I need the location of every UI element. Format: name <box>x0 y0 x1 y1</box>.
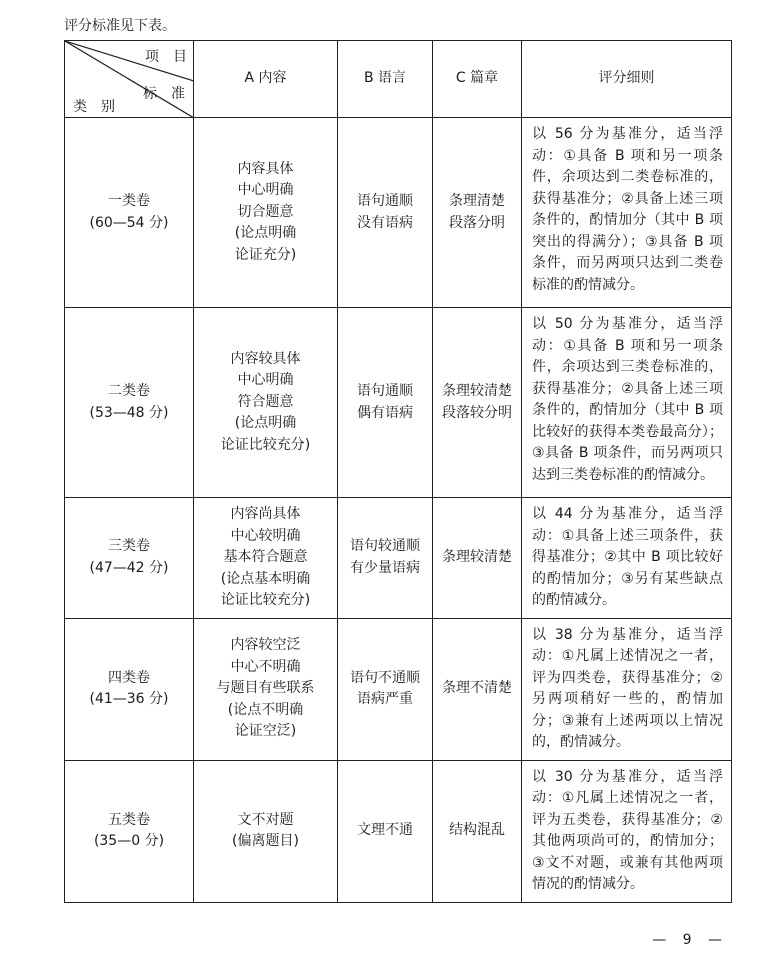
table-row <box>65 118 732 308</box>
intro-text: 评分标准见下表。 <box>64 18 176 34</box>
content-cell-line: (论点明确 <box>234 415 297 432</box>
content-cell <box>194 308 338 498</box>
content-cell-line: 文不对题 <box>237 811 294 828</box>
content-cell-line: (论点不明确 <box>227 701 304 718</box>
category-cell-line: 五类卷 <box>108 811 150 828</box>
language-cell-line: 有少量语病 <box>350 559 420 576</box>
category-cell <box>65 498 194 619</box>
structure-cell <box>433 498 522 619</box>
content-cell-line: 中心明确 <box>237 182 294 199</box>
content-cell <box>194 118 338 308</box>
diag-label-category: 类 别 <box>73 99 115 115</box>
category-cell-line: 一类卷 <box>108 193 150 209</box>
content-cell-line: 论证比较充分) <box>220 592 311 608</box>
diag-label-project: 项 目 <box>145 49 187 65</box>
category-cell-line: (35—0 分) <box>93 833 165 849</box>
content-cell-line: 内容具体 <box>237 160 294 177</box>
content-cell-line: 论证充分) <box>234 246 297 263</box>
category-cell-line: (53—48 分) <box>89 404 169 421</box>
content-cell-line: (论点基本明确 <box>220 570 311 587</box>
content-cell-line: 论证空泛) <box>234 723 297 740</box>
language-cell <box>338 118 433 308</box>
category-cell-line: 四类卷 <box>108 669 150 686</box>
content-cell-line: 内容尚具体 <box>230 506 301 522</box>
content-cell-line: (偏离题目) <box>232 833 299 849</box>
content-cell-line: 内容较具体 <box>230 350 301 367</box>
content-cell-line: 基本符合题意 <box>223 549 308 565</box>
category-cell <box>65 308 194 498</box>
language-cell-line: 语句较通顺 <box>350 538 420 555</box>
structure-cell <box>433 618 522 760</box>
structure-cell <box>433 760 522 902</box>
structure-cell-line: 结构混乱 <box>449 822 505 839</box>
language-cell-line: 没有语病 <box>357 214 413 231</box>
diag-label-standard: 标 准 <box>143 86 185 102</box>
category-cell-line: (41—36 分) <box>89 691 169 707</box>
structure-cell <box>433 118 522 308</box>
content-cell <box>194 760 338 902</box>
col-header-a: A 内容 <box>194 41 338 118</box>
table-row <box>65 308 732 498</box>
content-cell-line: 切合题意 <box>237 203 294 220</box>
content-cell-line: 中心明确 <box>237 372 294 389</box>
table-row <box>65 498 732 619</box>
detail-cell: 以 56 分为基准分，适当浮动：①具备 B 项和另一项条件，余项达到二类卷标准的，获得基准分；②具备上述三项条件的，酌情加分（其中 B 项突出的得满分）；③具备 B 项条件，而另两项只达到二类卷标准的酌情减分。 <box>522 118 732 308</box>
detail-cell: 以 38 分为基准分，适当浮动：①凡属上述情况之一者，评为四类卷，获得基准分；②另两项稍好一些的，酌情加分；③兼有上述两项以上情况的，酌情减分。 <box>522 618 732 760</box>
content-cell-line: (论点明确 <box>234 225 297 242</box>
col-header-c: C 篇章 <box>433 41 522 118</box>
content-cell <box>194 618 338 760</box>
language-cell-line: 偶有语病 <box>357 404 413 421</box>
detail-cell: 以 50 分为基准分，适当浮动：①具备 B 项和另一项条件，余项达到三类卷标准的，获得基准分；②具备上述三项条件的，酌情加分（其中 B 项比较好的获得本类卷最高分）；③具备 B 项条件，而另两项只达到三类卷标准的酌情减分。 <box>522 308 732 498</box>
language-cell-line: 语病严重 <box>357 691 413 707</box>
structure-cell-line: 段落分明 <box>449 214 505 231</box>
structure-cell <box>433 308 522 498</box>
category-cell-line: 三类卷 <box>108 538 150 555</box>
category-cell-line: (60—54 分) <box>89 214 169 231</box>
language-cell <box>338 498 433 619</box>
language-cell-line: 语句通顺 <box>357 383 413 399</box>
language-cell <box>338 308 433 498</box>
content-cell-line: 中心较明确 <box>230 527 301 544</box>
category-cell-line: 二类卷 <box>108 383 150 399</box>
content-cell-line: 与题目有些联系 <box>216 680 315 697</box>
category-cell <box>65 118 194 308</box>
content-cell-line: 论证比较充分) <box>220 436 311 453</box>
category-cell <box>65 760 194 902</box>
language-cell-line: 语句通顺 <box>357 193 413 209</box>
page-number: — 9 — <box>652 932 728 948</box>
language-cell-line: 文理不通 <box>357 822 413 839</box>
table-header-row <box>65 41 732 118</box>
diagonal-header-cell <box>65 41 194 118</box>
structure-cell-line: 段落较分明 <box>442 404 512 421</box>
structure-cell-line: 条理清楚 <box>449 193 505 209</box>
language-cell <box>338 760 433 902</box>
col-header-b: B 语言 <box>338 41 433 118</box>
col-header-detail: 评分细则 <box>522 41 732 118</box>
content-cell <box>194 498 338 619</box>
table-row <box>65 760 732 902</box>
structure-cell-line: 条理较清楚 <box>442 549 512 565</box>
content-cell-line: 中心不明确 <box>230 658 301 675</box>
detail-cell: 以 44 分为基准分，适当浮动：①具备上述三项条件，获得基准分；②其中 B 项比较好的酌情加分；③另有某些缺点的酌情减分。 <box>522 498 732 619</box>
detail-cell: 以 30 分为基准分，适当浮动：①凡属上述情况之一者，评为五类卷，获得基准分；②其他两项尚可的，酌情加分；③文不对题，或兼有其他两项情况的酌情减分。 <box>522 760 732 902</box>
structure-cell-line: 条理不清楚 <box>442 680 512 697</box>
structure-cell-line: 条理较清楚 <box>442 383 512 399</box>
content-cell-line: 内容较空泛 <box>230 637 301 654</box>
scoring-table <box>64 40 732 903</box>
table-row <box>65 618 732 760</box>
language-cell-line: 语句不通顺 <box>350 669 420 686</box>
content-cell-line: 符合题意 <box>237 393 294 410</box>
category-cell <box>65 618 194 760</box>
language-cell <box>338 618 433 760</box>
category-cell-line: (47—42 分) <box>89 559 169 576</box>
